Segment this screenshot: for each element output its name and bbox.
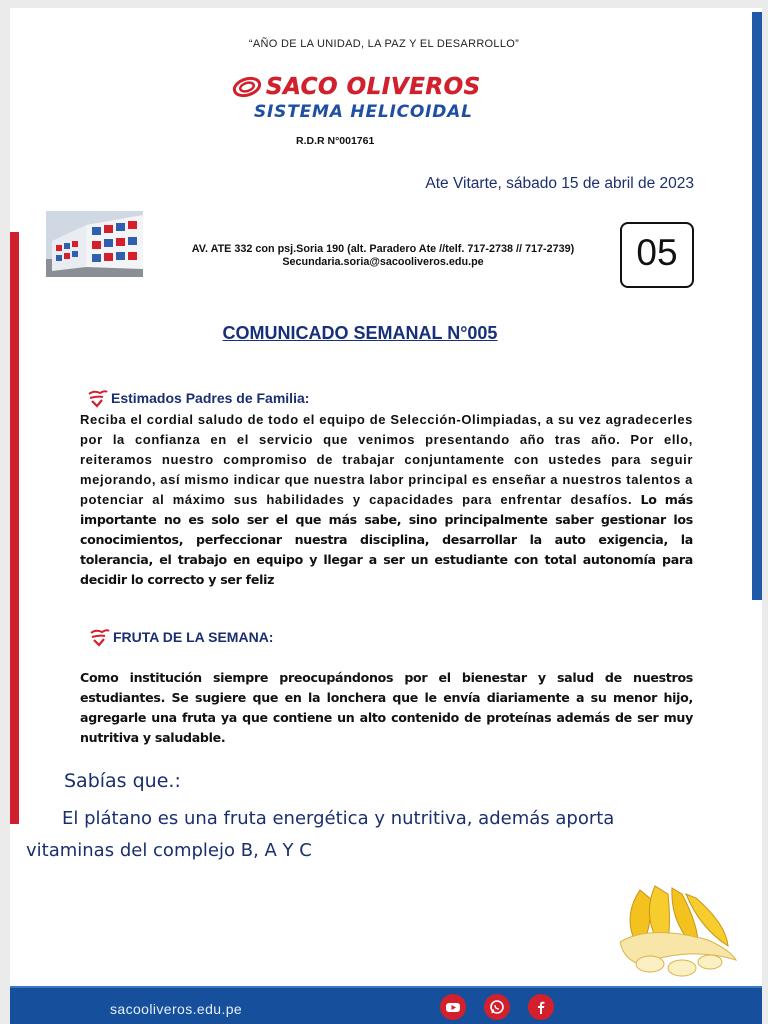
section-heading-text: Estimados Padres de Familia: <box>111 390 310 406</box>
school-address <box>158 243 608 269</box>
heart-check-icon <box>88 627 110 647</box>
parents-paragraph-emphasis: Lo más importante no es solo ser el que más sabe, sino principalmente saber gestionar los conocimientos, perfeccionar nuestra disciplina, desarrollar la auto exigencia, la tolerancia, el trabajo en equipo y llegar a ser un estudiante con total autonomía para decidir lo correcto y ser feliz <box>80 492 694 587</box>
youtube-icon[interactable] <box>440 994 466 1020</box>
bananas-image <box>610 880 740 982</box>
school-logo <box>232 74 482 128</box>
logo-subtitle: SISTEMA HELICOIDAL <box>254 102 473 122</box>
facebook-icon[interactable] <box>528 994 554 1020</box>
document-date: Ate Vitarte, sábado 15 de abril de 2023 <box>425 175 694 192</box>
whatsapp-icon[interactable] <box>484 994 510 1020</box>
document-title: COMUNICADO SEMANAL N°005 <box>222 323 498 343</box>
right-blue-accent-bar <box>752 12 762 600</box>
footer-website: sacooliveros.edu.pe <box>110 1001 243 1017</box>
national-motto: “AÑO DE LA UNIDAD, LA PAZ Y EL DESARROLLO” <box>248 38 520 50</box>
section-heading-text: FRUTA DE LA SEMANA: <box>113 629 274 645</box>
parents-paragraph <box>80 410 693 590</box>
logo-swirl-icon <box>232 76 262 98</box>
communique-number-box: 05 <box>620 222 694 288</box>
fruit-paragraph: Como institución siempre preocupándonos por el bienestar y salud de nuestros estudiantes. Se sugiere que en la lonchera que le envía diariamente a su menor hijo, agregarle una fruta ya que contiene un alto contenido de proteínas además de ser muy nutritiva y saludable. <box>80 670 693 745</box>
section-heading-fruit <box>88 627 273 647</box>
section-heading-parents <box>86 388 309 408</box>
heart-check-icon <box>86 388 108 408</box>
rdr-number: R.D.R N°001761 <box>296 135 375 147</box>
address-line: AV. ATE 332 con psj.Soria 190 (alt. Paradero Ate //telf. 717-2738 // 717-2739) <box>191 243 575 255</box>
email-line: Secundaria.soria@sacooliveros.edu.pe <box>282 256 484 268</box>
school-building-photo <box>46 211 143 277</box>
left-red-accent-bar <box>10 232 19 824</box>
did-you-know-lead: Sabías que.: <box>64 770 181 792</box>
logo-name: SACO OLIVEROS <box>266 74 481 100</box>
banana-fact: El plátano es una fruta energética y nutritiva, además aporta vitaminas del complejo B, A Y C <box>26 808 615 861</box>
parents-paragraph-text: Reciba el cordial saludo de todo el equipo de Selección-Olimpiadas, a su vez agradecerles por la confianza en el servicio que venimos presentando año tras año. Por ello, reiteramos nuestro compromiso de trabajar conjuntamente con ustedes para seguir mejorando, así mismo indicar que nuestra labor principal es enseñar a nuestros talentos a potenciar al máximo sus habilidades y capacidades para enfrentar desafíos. <box>80 412 693 507</box>
